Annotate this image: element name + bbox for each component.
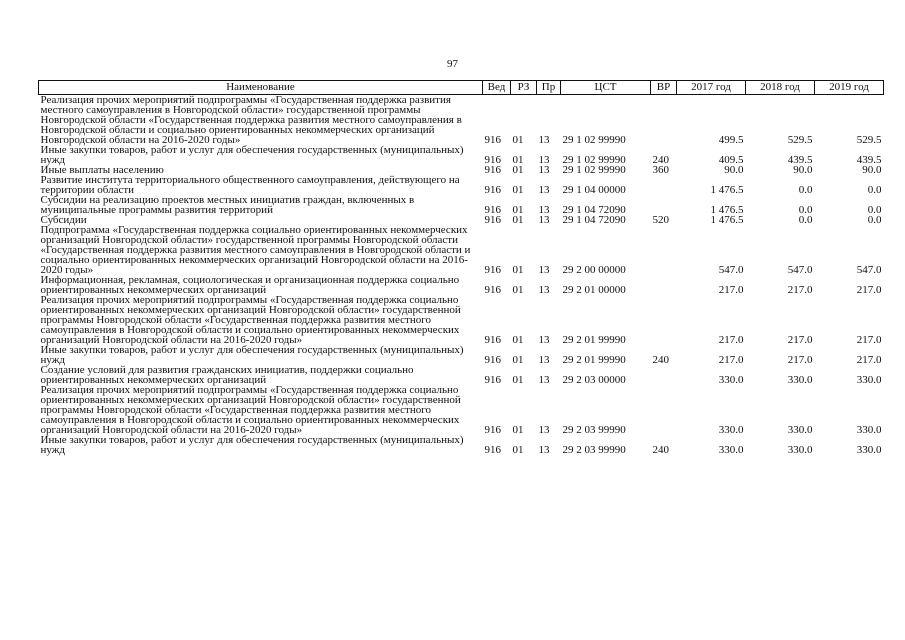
- row-pr: 13: [538, 374, 550, 386]
- row-pr: 13: [538, 214, 550, 226]
- page-number: 97: [447, 58, 458, 70]
- row-amount-2019: 529.5: [856, 134, 882, 146]
- row-amount-2018: 217.0: [787, 284, 813, 296]
- row-pr: 13: [538, 354, 550, 366]
- row-rz: 01: [512, 214, 524, 226]
- row-rz: 01: [512, 164, 524, 176]
- header-rz: РЗ: [511, 81, 537, 95]
- row-cst: 29 1 02 99990: [562, 164, 626, 176]
- table-row: [39, 195, 884, 215]
- row-name: Субсидии на реализацию проектов местных инициатив граждан, включенных в муниципальные программы развития территорий: [40, 194, 415, 216]
- row-pr: 13: [538, 184, 550, 196]
- row-amount-2017: 330.0: [718, 444, 744, 456]
- row-ved: 916: [484, 374, 501, 386]
- row-rz: 01: [512, 334, 524, 346]
- row-name: Развитие института территориального общественного самоуправления, действующего на территории области: [40, 174, 460, 196]
- row-name: Реализация прочих мероприятий подпрограммы «Государственная поддержка развития местного самоуправления в Новгородской области» государственной программы Новгородской области «Государственная поддержка развития местного самоуправления в Новгородской области и социально ориентированных некоммерческих организаций Новгородской области на 2016-2020 годы»: [40, 94, 462, 146]
- row-cst: 29 1 04 72090: [562, 214, 626, 226]
- row-amount-2018: 330.0: [787, 444, 813, 456]
- row-rz: 01: [512, 444, 524, 456]
- row-ved: 916: [484, 204, 501, 216]
- row-vr: [651, 95, 677, 146]
- row-amount-2019: 90.0: [862, 164, 882, 176]
- row-vr: 240: [652, 154, 669, 166]
- table-row: [39, 365, 884, 385]
- table-row: [39, 345, 884, 365]
- row-cst: 29 1 02 99990: [562, 154, 626, 166]
- row-vr: [651, 295, 677, 345]
- row-pr: 13: [538, 264, 550, 276]
- row-ved: 916: [484, 164, 501, 176]
- table-row: [39, 435, 884, 455]
- row-rz: 01: [512, 264, 524, 276]
- row-amount-2019: 547.0: [856, 264, 882, 276]
- row-ved: 916: [484, 134, 501, 146]
- row-cst: 29 2 03 99990: [562, 444, 626, 456]
- row-vr: [651, 175, 677, 195]
- row-cst: 29 2 00 00000: [562, 264, 626, 276]
- row-amount-2019: 217.0: [856, 334, 882, 346]
- row-vr: 360: [652, 164, 669, 176]
- row-name: Реализация прочих мероприятий подпрограммы «Государственная поддержка социально ориентированных некоммерческих организаций Новгородской области» государственной программы Новгородской области «Государственная поддержка развития местного самоуправления в Новгородской области и социально ориентированных некоммерческих организаций Новгородской области на 2016-2020 годы»: [40, 384, 461, 436]
- row-amount-2019: 330.0: [856, 374, 882, 386]
- row-amount-2017: 409.5: [718, 154, 744, 166]
- row-amount-2017: 1 476.5: [710, 214, 744, 226]
- row-amount-2018: 0.0: [798, 184, 813, 196]
- row-cst: 29 2 03 99990: [562, 424, 626, 436]
- row-vr: [651, 385, 677, 435]
- row-amount-2018: 330.0: [787, 424, 813, 436]
- row-pr: 13: [538, 204, 550, 216]
- row-cst: 29 1 02 99990: [562, 134, 626, 146]
- table-row: [39, 175, 884, 195]
- row-name: Создание условий для развития гражданских инициатив, поддержки социально ориентированных некоммерческих организаций: [40, 364, 414, 386]
- table-body: [39, 95, 884, 456]
- row-ved: 916: [484, 154, 501, 166]
- row-ved: 916: [484, 184, 501, 196]
- row-name: Иные закупки товаров, работ и услуг для обеспечения государственных (муниципальных) нужд: [40, 434, 464, 456]
- row-amount-2019: 0.0: [867, 204, 882, 216]
- row-amount-2018: 439.5: [787, 154, 813, 166]
- row-cst: 29 2 03 00000: [562, 374, 626, 386]
- row-name: Иные закупки товаров, работ и услуг для обеспечения государственных (муниципальных) нужд: [40, 144, 464, 166]
- row-ved: 916: [484, 444, 501, 456]
- header-2018: 2018 год: [746, 81, 815, 95]
- row-cst: 29 1 04 72090: [562, 204, 626, 216]
- header-name: Наименование: [39, 81, 483, 95]
- header-2017: 2017 год: [677, 81, 746, 95]
- row-pr: 13: [538, 424, 550, 436]
- row-pr: 13: [538, 334, 550, 346]
- header-pr: Пр: [537, 81, 561, 95]
- table-row: [39, 225, 884, 275]
- row-vr: 520: [652, 214, 669, 226]
- table-row: [39, 385, 884, 435]
- budget-table: [38, 80, 884, 455]
- row-amount-2019: 0.0: [867, 184, 882, 196]
- row-amount-2017: 90.0: [724, 164, 744, 176]
- row-amount-2017: 330.0: [718, 424, 744, 436]
- row-pr: 13: [538, 134, 550, 146]
- row-pr: 13: [538, 164, 550, 176]
- row-amount-2018: 217.0: [787, 354, 813, 366]
- row-amount-2018: 217.0: [787, 334, 813, 346]
- row-amount-2018: 90.0: [793, 164, 813, 176]
- row-rz: 01: [512, 284, 524, 296]
- row-pr: 13: [538, 154, 550, 166]
- header-cst: ЦСТ: [561, 81, 651, 95]
- row-vr: [651, 195, 677, 215]
- row-name: Реализация прочих мероприятий подпрограммы «Государственная поддержка социально ориентированных некоммерческих организаций Новгородской области» государственной программы Новгородской области «Государственная поддержка развития местного самоуправления в Новгородской области и социально ориентированных некоммерческих организаций Новгородской области на 2016-2020 годы»: [40, 294, 461, 346]
- row-rz: 01: [512, 134, 524, 146]
- row-rz: 01: [512, 184, 524, 196]
- row-cst: 29 2 01 00000: [562, 284, 626, 296]
- row-amount-2018: 529.5: [787, 134, 813, 146]
- row-ved: 916: [484, 284, 501, 296]
- row-rz: 01: [512, 354, 524, 366]
- table-header-row: [39, 81, 884, 95]
- header-2019: 2019 год: [815, 81, 884, 95]
- row-amount-2019: 0.0: [867, 214, 882, 226]
- table-row: [39, 275, 884, 295]
- row-ved: 916: [484, 334, 501, 346]
- row-vr: 240: [652, 354, 669, 366]
- row-pr: 13: [538, 284, 550, 296]
- row-name: Иные закупки товаров, работ и услуг для обеспечения государственных (муниципальных) нужд: [40, 344, 464, 366]
- row-name: Подпрограмма «Государственная поддержка социально ориентированных некоммерческих организаций Новгородской области» государственной программы Новгородской области «Государственная поддержка развития местного самоуправления в Новгородской области и социально ориентированных некоммерческих организаций Новгородской области на 2016-2020 годы»: [40, 224, 471, 276]
- row-cst: 29 2 01 99990: [562, 354, 626, 366]
- row-rz: 01: [512, 424, 524, 436]
- row-vr: [651, 365, 677, 385]
- table-row: [39, 95, 884, 146]
- row-amount-2019: 330.0: [856, 444, 882, 456]
- row-amount-2017: 1 476.5: [710, 204, 744, 216]
- row-name: Информационная, рекламная, социологическая и организационная поддержка социально ориентированных некоммерческих организаций: [40, 274, 460, 296]
- row-name: Иные выплаты населению: [40, 164, 164, 176]
- row-vr: 240: [652, 444, 669, 456]
- row-cst: 29 1 04 00000: [562, 184, 626, 196]
- row-amount-2018: 0.0: [798, 204, 813, 216]
- row-ved: 916: [484, 424, 501, 436]
- row-amount-2018: 0.0: [798, 214, 813, 226]
- row-amount-2017: 1 476.5: [710, 184, 744, 196]
- row-rz: 01: [512, 204, 524, 216]
- row-ved: 916: [484, 214, 501, 226]
- row-amount-2017: 547.0: [718, 264, 744, 276]
- row-amount-2017: 217.0: [718, 284, 744, 296]
- row-ved: 916: [484, 354, 501, 366]
- row-name: Субсидии: [40, 214, 87, 226]
- row-amount-2019: 330.0: [856, 424, 882, 436]
- row-pr: 13: [538, 444, 550, 456]
- header-ved: Вед: [483, 81, 511, 95]
- row-amount-2017: 217.0: [718, 334, 744, 346]
- row-amount-2017: 330.0: [718, 374, 744, 386]
- table-row: [39, 295, 884, 345]
- row-cst: 29 2 01 99990: [562, 334, 626, 346]
- row-rz: 01: [512, 374, 524, 386]
- row-amount-2017: 499.5: [718, 134, 744, 146]
- row-amount-2019: 439.5: [856, 154, 882, 166]
- row-amount-2019: 217.0: [856, 354, 882, 366]
- row-amount-2018: 547.0: [787, 264, 813, 276]
- row-vr: [651, 275, 677, 295]
- row-amount-2018: 330.0: [787, 374, 813, 386]
- row-amount-2017: 217.0: [718, 354, 744, 366]
- row-amount-2019: 217.0: [856, 284, 882, 296]
- row-ved: 916: [484, 264, 501, 276]
- row-vr: [651, 225, 677, 275]
- table-row: [39, 145, 884, 165]
- row-rz: 01: [512, 154, 524, 166]
- header-vr: ВР: [651, 81, 677, 95]
